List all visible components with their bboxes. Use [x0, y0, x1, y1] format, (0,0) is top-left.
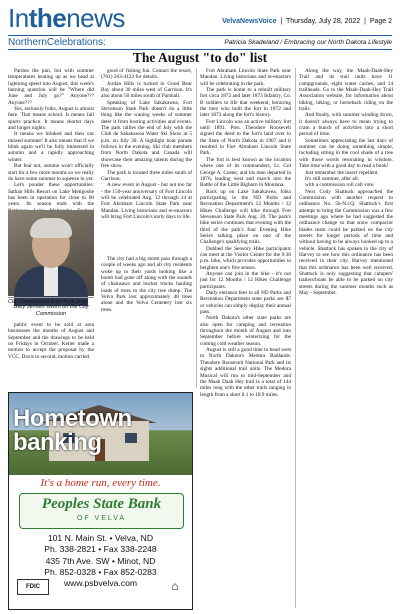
- bank-website-link[interactable]: www.psbvelva.com: [63, 578, 138, 589]
- paper-section-title: [8, 4, 125, 32]
- article-headline: The August "to do" list: [132, 50, 268, 65]
- commission-photo: [8, 210, 94, 296]
- title-suffix: news: [66, 3, 125, 33]
- issue-date: Thursday, July 28, 2022: [285, 18, 361, 25]
- paragraph: Jordan Hills is tucked in Good Bear Bay about 30 miles west of Garrison. It's also about 50 miles south of Parshall.: [101, 80, 192, 100]
- paragraph: Sometimes appreciating the last days of summer can be doing something simple, including sitting in the cool shade of a tree with those words resonating in wisdom. Take time with a good day to read a book!: [299, 137, 393, 170]
- paragraph: And finally, with summer winding down, it doesn't always have to mean trying to cram a bunch of activities into a short period of time.: [299, 112, 393, 138]
- paragraph: The city had a big storm pass through a couple of weeks ago and all city residents woke up to their yards looking like a bomb had gone off along with the sounds of chainsaws and bucket trucks hauling loads of trees to the city tree dump. The Velva Park lost approximately 40 trees alone and the Velva Cemetery lost six trees.: [101, 256, 192, 313]
- bank-phone: Ph. 338-2821 • Fax 338-2248: [44, 544, 157, 555]
- paragraph: Fort Lincoln was an active military fort until 1891. Pres. Theodore Roosevelt signed the deed to the fort's land over to the State of North Dakota in 1907 and it resulted in Fort Abraham Lincoln State Park.: [200, 118, 291, 157]
- paragraph: Along the way, the Maah-Daah-Hey Trail and its trail units have 11 campgrounds, eight water caches, and 14 trailheads. Go to the Maah-Daah-Hey Trail Association website, for information about biking, hiking, or horseback riding on the trails.: [299, 68, 393, 113]
- paragraph: Speaking of Lake Sakakawea, Fort Stevenson State Park doesn't do a little thing like the waning weeks of summer deter it from hosting activities and events. The park rallies the end of July with the Club de Sakakawea Water Ski Show at 5 p.m. on July 30. A highlight boat parade follows in the evening. Ski club members from North Dakota and Canada will showcase their amazing talents during the free show.: [101, 99, 192, 170]
- article-column-1b: [8, 322, 94, 386]
- ad-tagline: It's a home run, every time.: [40, 477, 161, 489]
- paragraph: Just remember the insect repellent.: [305, 169, 379, 176]
- title-prefix: In: [8, 3, 29, 33]
- article-column-2b: [101, 256, 192, 312]
- paragraph: with a commission roll call vote.: [305, 182, 375, 189]
- section-bar: [8, 35, 392, 50]
- column-divider: [196, 68, 197, 388]
- photo-caption: Gary Jensen sworn on the City Commission: [13, 304, 89, 317]
- paragraph: The park is home to a rebuilt military fort circa 1872 and later 1873 Infantry, Co. B soldiers to life that weekend, honoring the men who built the fort in 1872 and later 1873 along the fort's history.: [200, 87, 291, 119]
- paragraph: North Dakota's other state parks are also open for camping and recreation throughout the month of August and into September before winterizing for the coming cold weather season.: [200, 315, 291, 347]
- paragraph: It means we blinked and then our missed summer! It also means that if we blink again we'll be fully immersed in autumn and a rapidly approaching winter.: [8, 131, 94, 163]
- equal-housing-icon: ⌂: [171, 579, 179, 593]
- paragraph: But fear not, autumn won't officially start for a few more months so we really do have some summer to squeeze in yet.: [8, 163, 94, 182]
- article-column-1: [8, 68, 94, 208]
- column-byline: Patricia Skadeland / Embracing our North Dakota Lifestyle: [224, 39, 392, 46]
- paper-name: VelvaNewsVoice: [222, 18, 277, 25]
- title-main: the: [28, 3, 67, 33]
- article-column-2: [101, 68, 192, 252]
- paragraph: Pardon the pun, but with summer temperatures heating up as we head at lightning speed into August, this week's burning question will be "Where did June and July go?" Anyone??? Anyone???: [8, 68, 94, 106]
- masthead: [8, 4, 392, 32]
- fdic-badge: FDIC: [17, 579, 49, 595]
- paragraph: The park is located three miles south of Garrison.: [101, 169, 192, 182]
- paragraph: Let's ponder these opportunities: Sathan Hills Resort on Lake Metigoshe has been in operation for close to 60 years. Its season ends with the: [8, 182, 94, 208]
- paragraph: The fort is best known as the location where one of its commanders, Lt. Col George A. Custer, and his men departed in 1876, leading west and march into the Battle of the Little Bighorn in Montana.: [200, 156, 291, 189]
- bank-logo: [19, 493, 184, 529]
- bank-logo-subtitle: OF VELVA: [76, 515, 127, 522]
- section-name: NorthernCelebrations:: [8, 37, 106, 48]
- issue-info: VelvaNewsVoice | Thursday, July 28, 2022 | Page 2: [222, 18, 392, 25]
- paragraph: Fort Abraham Lincoln State Park near Mandan. Living historians and re-enactors will be celebrating in the park.: [200, 68, 291, 87]
- page-number: Page 2: [369, 18, 392, 25]
- bank-logo-name: Peoples State Bank: [41, 496, 162, 512]
- bank-branch-address: 435 7th Ave. SW • Minot, ND: [45, 555, 156, 566]
- bank-address: 101 N. Main St. • Velva, ND: [47, 533, 154, 543]
- paragraph: Back up on Lake Sakakawea, folks participating in the ND Parks and Recreation Department's 12 Months / 12 Hikes Challenge will hike through Fort Stevenson State Park Aug. 20. The park's hike series continues that evening with the third of the park's four Evening Hike Series talking place on one of the Challenge's qualifying trails.: [200, 188, 291, 246]
- paragraph: It's still summer, after all.: [305, 175, 359, 182]
- bank-branch-phone: Ph. 852-0328 • Fax 852-0283: [44, 566, 157, 577]
- paragraph: good ol' fishing fun. Contact the resort, (701) 263-4122 for details.: [101, 68, 192, 81]
- paragraph: August is still a good time to head west to North Dakota's Medora Badlands. Theodore Roosevelt National Park and its sights additional trail units. The Medora Musical will run to mid-September and the Maah Daah Hey trail is a total of 144 miles long with the other trails ranging in length from a short 0.1 to 18.9 miles.: [200, 347, 291, 398]
- ad-house-photo: [9, 393, 192, 475]
- paragraph: A new event in August - but not too far - the 150-year anniversary of Fort Lincoln will be celebrated Aug. 12 through 14 at Fort Abraham Lincoln State Park near Mandan. Living historians and re-enactors will bring Fort Lincoln's early days to life.: [101, 182, 192, 220]
- paragraph: public event to be sold at area businesses the months of August and September and the drawings to be held on Fridays in October. Keller made a motion to accept the proposal by the VCC. Davis to second, motion carried.: [8, 322, 94, 360]
- photo-collar-shape: [44, 266, 58, 296]
- column-divider: [295, 68, 296, 608]
- article-column-3: [200, 68, 291, 608]
- photo-hair-shape: [30, 218, 72, 238]
- bank-advertisement[interactable]: [8, 392, 193, 610]
- ad-headline: Hometown banking: [13, 405, 132, 456]
- article-column-4: [299, 68, 393, 608]
- paragraph: Next Cody Shattuck approached the Commission with another request to ordinance No. 5b-N.i.Q. Shattuck's first attempt to bring the Commission was a few meetings ago where he had suggested the ordinance change so that snow compactor blades team could be parked on the city streets for longer periods of time and without having to be always hooked up to a vehicle. Shattuck has spoken to the city of Harvey to see how this ordinance has been received in their city. Harvey mentioned that this ordinance has been well received. Shattuck is only suggesting that campers' trailers/boats be able to be parked on city streets during the summer months such as May - September.: [299, 188, 393, 297]
- paragraph: Daily entrance fees to all ND Parks and Recreation Department state parks are $7 or vehicles can simply display their annual pass.: [200, 290, 291, 316]
- paragraph: Dubbed the Sensory Hike participants can meet at the Visitor Center for the 9:30 p.m. hike, which provides opportunities to heighten one's five senses.: [200, 245, 291, 271]
- paragraph: Yes, seriously folks, August is almost here. That means school. It means fall sports practice. It means shorter days and longer nights.: [8, 106, 94, 132]
- paragraph: Anyone can join in the hike - it's not just for 12 Months / 12 Hikes Challenge participants.: [200, 271, 291, 290]
- photo-header-caption: City Commission from front page: [8, 297, 94, 305]
